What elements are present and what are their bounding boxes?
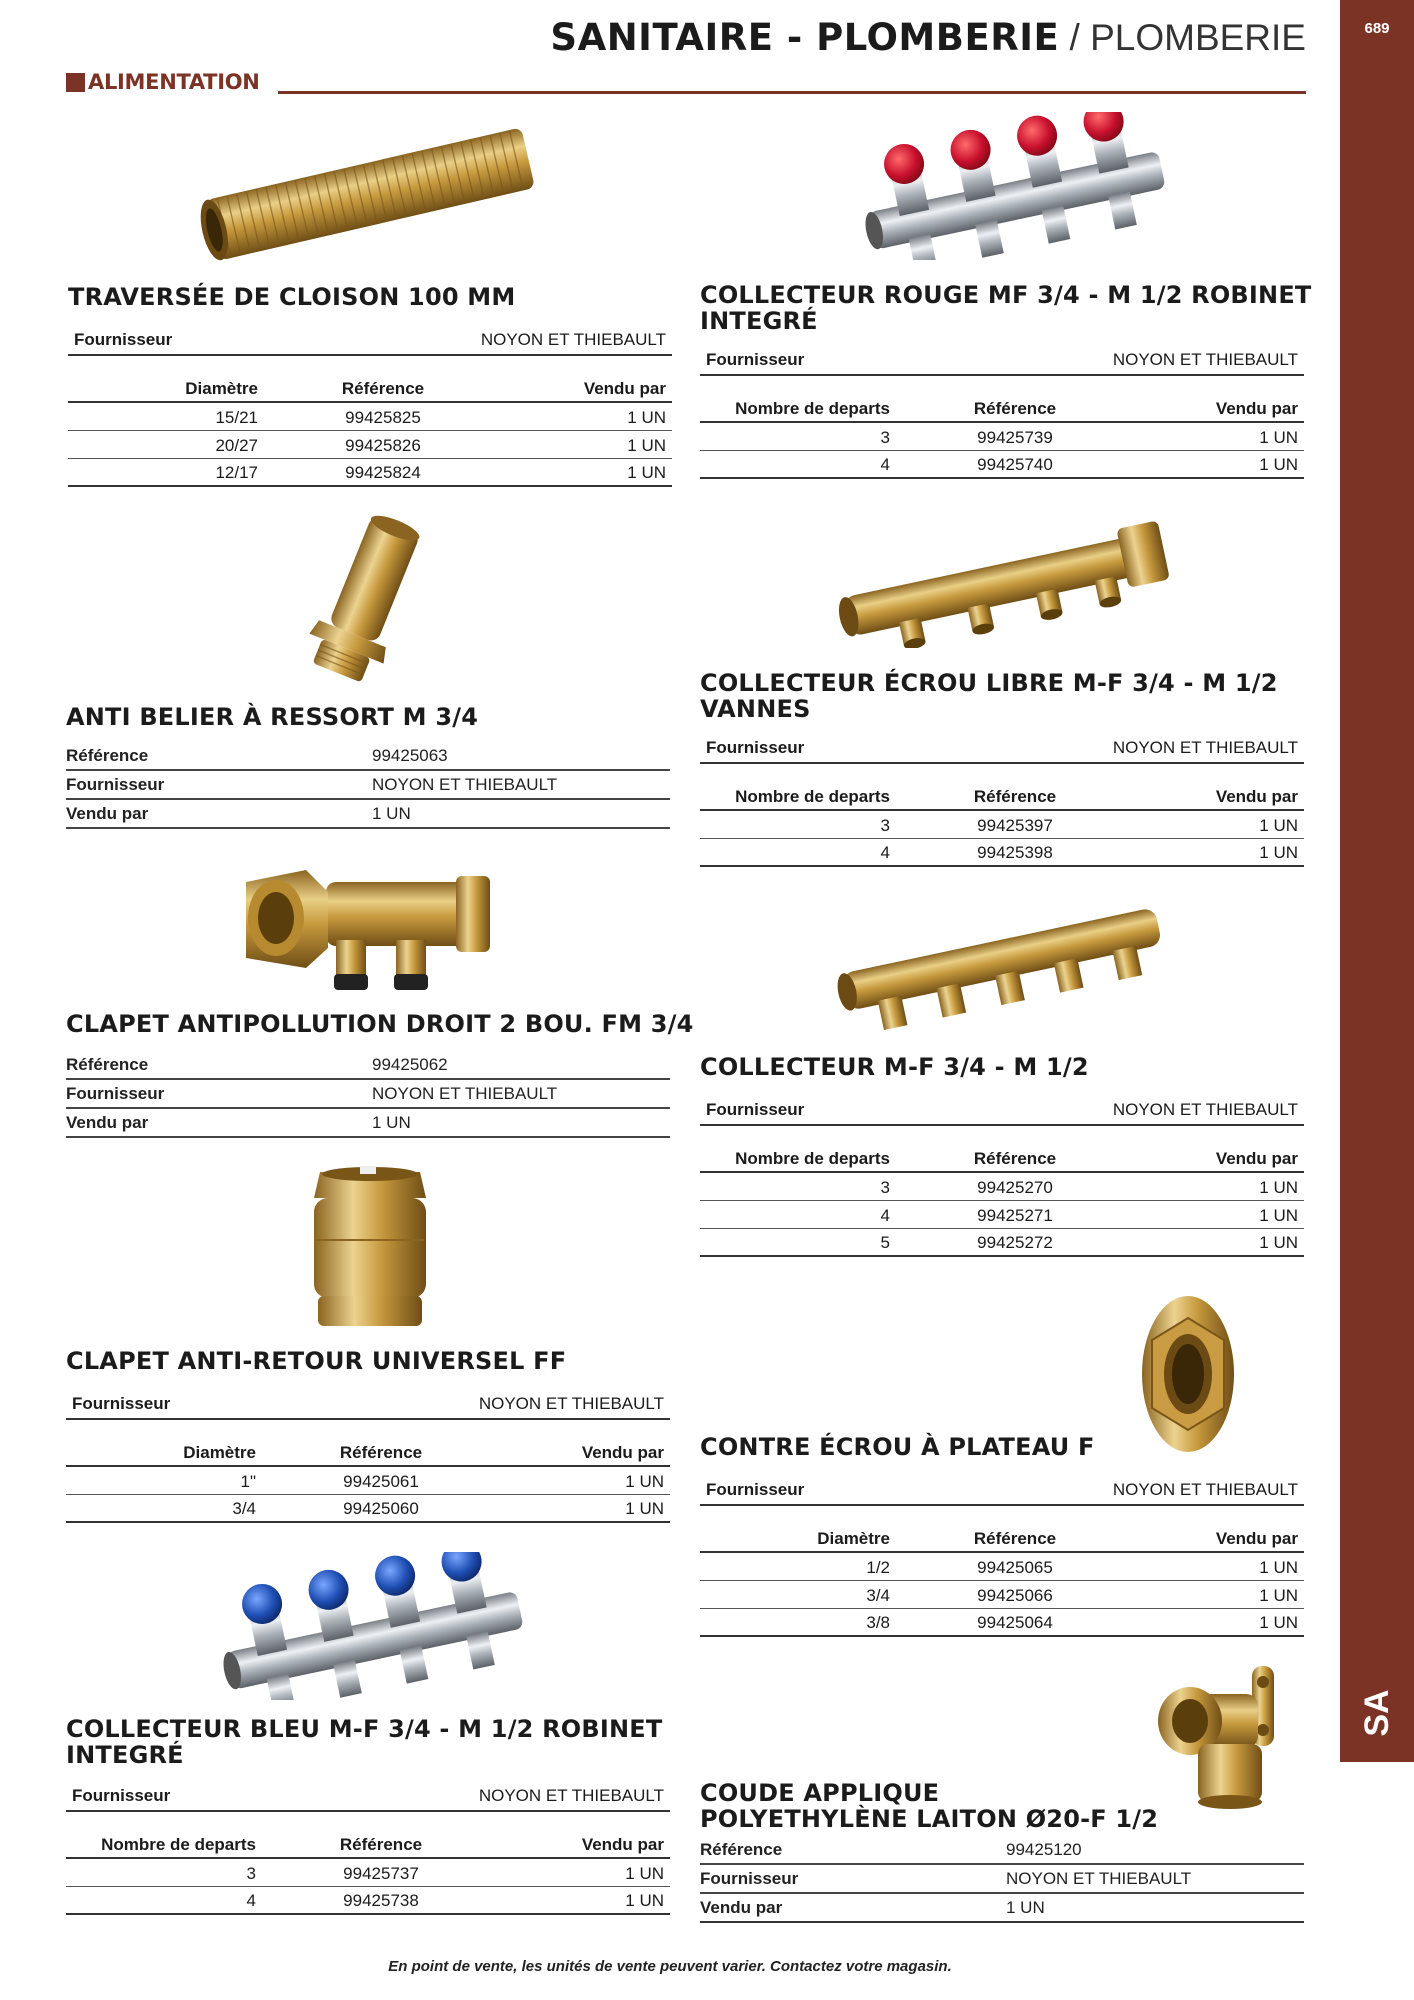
- collecteur-mf-table: [700, 1144, 1304, 1257]
- category-heading: [66, 68, 260, 96]
- cell-reference: 99425064: [890, 1608, 1140, 1636]
- cell-diametre: 3/8: [700, 1608, 890, 1636]
- collecteur-ecrou-table: [700, 782, 1304, 867]
- spec-value: NOYON ET THIEBAULT: [372, 775, 558, 794]
- cell-vendu: 1 UN: [506, 1886, 670, 1914]
- cell-vendu: 1 UN: [1140, 1200, 1304, 1228]
- cell-diametre: 3/4: [66, 1494, 256, 1522]
- cell-diametre: 3/4: [700, 1580, 890, 1608]
- page-title-separator: /: [1059, 17, 1091, 58]
- table-row: [66, 1494, 670, 1522]
- cell-reference: 99425271: [890, 1200, 1140, 1228]
- product-title: COLLECTEUR M-F 3/4 - M 1/2: [700, 1053, 1089, 1081]
- product-title: CONTRE ÉCROU À PLATEAU F: [700, 1433, 1095, 1461]
- cell-vendu: 1 UN: [1140, 1552, 1304, 1580]
- col-header-reference: Référence: [890, 1524, 1140, 1552]
- product-clapet-antipollution: [66, 1011, 693, 1138]
- cell-diametre: 15/21: [68, 402, 258, 430]
- table-row: [700, 838, 1304, 866]
- table-row: [700, 1200, 1304, 1228]
- category-square-icon: [66, 73, 85, 92]
- supplier-row: [700, 340, 1304, 376]
- spec-value: 99425063: [372, 746, 448, 765]
- col-header-vendu: Vendu par: [508, 374, 672, 402]
- cell-departs: 3: [700, 1172, 890, 1200]
- product-collecteur-mf: [700, 1054, 1304, 1257]
- spec-label: Fournisseur: [66, 1084, 165, 1103]
- col-header-diametre: Diamètre: [68, 374, 258, 402]
- cell-reference: 99425066: [890, 1580, 1140, 1608]
- cell-vendu: 1 UN: [508, 458, 672, 486]
- cell-vendu: 1 UN: [1140, 810, 1304, 838]
- spec-value: 1 UN: [372, 1113, 411, 1132]
- supplier-value: NOYON ET THIEBAULT: [1112, 738, 1298, 757]
- category-label: ALIMENTATION: [88, 70, 260, 94]
- col-header-reference: Référence: [256, 1438, 506, 1466]
- product-coude-applique: [700, 1780, 1304, 1923]
- cell-reference: 99425061: [256, 1466, 506, 1494]
- cell-reference: 99425272: [890, 1228, 1140, 1256]
- category-divider: [278, 91, 1306, 94]
- spec-label: Fournisseur: [66, 775, 165, 794]
- col-header-diametre: Diamètre: [66, 1438, 256, 1466]
- collecteur-rouge-table: [700, 394, 1304, 479]
- cell-departs: 4: [700, 838, 890, 866]
- product-title: CLAPET ANTIPOLLUTION DROIT 2 BOU. FM 3/4: [66, 1010, 694, 1038]
- table-row: [700, 1608, 1304, 1636]
- product-collecteur-bleu: [66, 1716, 670, 1915]
- cell-vendu: 1 UN: [508, 402, 672, 430]
- cell-diametre: 20/27: [68, 430, 258, 458]
- spec-label: Référence: [700, 1840, 783, 1859]
- traversee-image: [190, 118, 550, 268]
- cell-reference: 99425738: [256, 1886, 506, 1914]
- spec-row-reference: [66, 742, 670, 771]
- supplier-value: NOYON ET THIEBAULT: [1112, 1480, 1298, 1499]
- spec-label: Fournisseur: [700, 1869, 799, 1888]
- coude-specs: [700, 1836, 1304, 1923]
- section-side-tab: [1340, 0, 1414, 1762]
- cell-vendu: 1 UN: [1140, 450, 1304, 478]
- product-traversee: [68, 284, 672, 487]
- table-row: [66, 1466, 670, 1494]
- anti-belier-image: [290, 512, 440, 687]
- cell-departs: 5: [700, 1228, 890, 1256]
- spec-value: 1 UN: [1006, 1898, 1045, 1917]
- anti-belier-specs: [66, 742, 670, 829]
- col-header-vendu: Vendu par: [1140, 782, 1304, 810]
- spec-row-fournisseur: [66, 1080, 670, 1109]
- page-number: 689: [1364, 20, 1390, 37]
- cell-departs: 3: [700, 422, 890, 450]
- spec-value: NOYON ET THIEBAULT: [1006, 1869, 1192, 1888]
- cell-departs: 4: [66, 1886, 256, 1914]
- table-row: [68, 458, 672, 486]
- product-title: TRAVERSÉE DE CLOISON 100 MM: [68, 283, 516, 311]
- col-header-vendu: Vendu par: [506, 1830, 670, 1858]
- supplier-row: [66, 1776, 670, 1812]
- supplier-label: Fournisseur: [706, 738, 805, 757]
- spec-row-fournisseur: [66, 771, 670, 800]
- product-title: CLAPET ANTI-RETOUR UNIVERSEL FF: [66, 1347, 567, 1375]
- col-header-reference: Référence: [256, 1830, 506, 1858]
- supplier-label: Fournisseur: [74, 330, 173, 349]
- product-title-line2: INTEGRÉ: [700, 307, 818, 335]
- cell-diametre: 12/17: [68, 458, 258, 486]
- supplier-value: NOYON ET THIEBAULT: [478, 1394, 664, 1413]
- clapet-anti-retour-table: [66, 1438, 670, 1523]
- col-header-vendu: Vendu par: [1140, 394, 1304, 422]
- collecteur-bleu-image: [210, 1552, 530, 1700]
- col-header-vendu: Vendu par: [1140, 1144, 1304, 1172]
- col-header-reference: Référence: [890, 394, 1140, 422]
- cell-vendu: 1 UN: [506, 1494, 670, 1522]
- clapet-antipollution-specs: [66, 1051, 670, 1138]
- collecteur-mf-image: [822, 890, 1182, 1030]
- product-title-line2: INTEGRÉ: [66, 1741, 184, 1769]
- col-header-vendu: Vendu par: [1140, 1524, 1304, 1552]
- product-title-line2: POLYETHYLÈNE LAITON Ø20-F 1/2: [700, 1805, 1159, 1833]
- table-row: [68, 430, 672, 458]
- table-row: [700, 1172, 1304, 1200]
- cell-reference: 99425825: [258, 402, 508, 430]
- supplier-row: [66, 1384, 670, 1420]
- supplier-label: Fournisseur: [72, 1786, 171, 1805]
- page-title-main: SANITAIRE - PLOMBERIE: [550, 16, 1060, 59]
- spec-value: 99425120: [1006, 1840, 1082, 1859]
- cell-vendu: 1 UN: [1140, 1580, 1304, 1608]
- product-anti-belier: [66, 704, 670, 829]
- supplier-row: [700, 728, 1304, 764]
- spec-value: 1 UN: [372, 804, 411, 823]
- supplier-label: Fournisseur: [706, 1480, 805, 1499]
- table-row: [700, 422, 1304, 450]
- table-row: [66, 1858, 670, 1886]
- spec-row-reference: [66, 1051, 670, 1080]
- product-title-line1: COUDE APPLIQUE: [700, 1779, 940, 1807]
- col-header-departs: Nombre de departs: [700, 394, 890, 422]
- product-title-line1: COLLECTEUR BLEU M-F 3/4 - M 1/2 ROBINET: [66, 1715, 663, 1743]
- spec-label: Vendu par: [700, 1898, 783, 1917]
- col-header-reference: Référence: [258, 374, 508, 402]
- cell-departs: 4: [700, 1200, 890, 1228]
- supplier-row: [68, 320, 672, 356]
- supplier-row: [700, 1090, 1304, 1126]
- supplier-label: Fournisseur: [706, 1100, 805, 1119]
- spec-label: Référence: [66, 746, 149, 765]
- cell-reference: 99425397: [890, 810, 1140, 838]
- product-collecteur-rouge: [700, 282, 1312, 479]
- spec-label: Vendu par: [66, 804, 149, 823]
- table-row: [700, 810, 1304, 838]
- product-collecteur-ecrou: [700, 670, 1304, 867]
- table-row: [66, 1886, 670, 1914]
- spec-label: Référence: [66, 1055, 149, 1074]
- supplier-row: [700, 1470, 1304, 1506]
- spec-value: NOYON ET THIEBAULT: [372, 1084, 558, 1103]
- col-header-departs: Nombre de departs: [700, 782, 890, 810]
- cell-vendu: 1 UN: [506, 1466, 670, 1494]
- product-clapet-anti-retour: [66, 1348, 670, 1523]
- spec-row-vendu: [66, 800, 670, 829]
- product-title-line2: VANNES: [700, 695, 811, 723]
- cell-departs: 3: [66, 1858, 256, 1886]
- table-row: [700, 450, 1304, 478]
- collecteur-bleu-table: [66, 1830, 670, 1915]
- table-row: [700, 1552, 1304, 1580]
- cell-departs: 3: [700, 810, 890, 838]
- col-header-vendu: Vendu par: [506, 1438, 670, 1466]
- collecteur-ecrou-image: [822, 508, 1182, 648]
- clapet-antipollution-image: [236, 852, 500, 1002]
- cell-reference: 99425739: [890, 422, 1140, 450]
- cell-vendu: 1 UN: [506, 1858, 670, 1886]
- supplier-value: NOYON ET THIEBAULT: [1112, 1100, 1298, 1119]
- cell-vendu: 1 UN: [1140, 422, 1304, 450]
- cell-reference: 99425824: [258, 458, 508, 486]
- cell-reference: 99425065: [890, 1552, 1140, 1580]
- contre-ecrou-table: [700, 1524, 1304, 1637]
- spec-row-fournisseur: [700, 1865, 1304, 1894]
- table-row: [700, 1228, 1304, 1256]
- cell-reference: 99425826: [258, 430, 508, 458]
- product-title: ANTI BELIER À RESSORT M 3/4: [66, 703, 479, 731]
- supplier-value: NOYON ET THIEBAULT: [480, 330, 666, 349]
- spec-row-vendu: [700, 1894, 1304, 1923]
- table-row: [68, 402, 672, 430]
- cell-diametre: 1": [66, 1466, 256, 1494]
- supplier-value: NOYON ET THIEBAULT: [478, 1786, 664, 1805]
- cell-vendu: 1 UN: [1140, 838, 1304, 866]
- collecteur-rouge-image: [852, 112, 1172, 260]
- section-code: SA: [1357, 1689, 1396, 1737]
- cell-reference: 99425270: [890, 1172, 1140, 1200]
- supplier-value: NOYON ET THIEBAULT: [1112, 350, 1298, 369]
- cell-reference: 99425060: [256, 1494, 506, 1522]
- cell-departs: 4: [700, 450, 890, 478]
- cell-reference: 99425737: [256, 1858, 506, 1886]
- product-title-line1: COLLECTEUR ROUGE MF 3/4 - M 1/2 ROBINET: [700, 281, 1312, 309]
- clapet-anti-retour-image: [300, 1160, 440, 1332]
- page-title: [550, 16, 1306, 59]
- cell-vendu: 1 UN: [1140, 1608, 1304, 1636]
- col-header-diametre: Diamètre: [700, 1524, 890, 1552]
- spec-value: 99425062: [372, 1055, 448, 1074]
- table-row: [700, 1580, 1304, 1608]
- col-header-departs: Nombre de departs: [66, 1830, 256, 1858]
- spec-row-vendu: [66, 1109, 670, 1138]
- product-title-line1: COLLECTEUR ÉCROU LIBRE M-F 3/4 - M 1/2: [700, 669, 1278, 697]
- cell-reference: 99425740: [890, 450, 1140, 478]
- supplier-label: Fournisseur: [72, 1394, 171, 1413]
- cell-vendu: 1 UN: [508, 430, 672, 458]
- cell-vendu: 1 UN: [1140, 1228, 1304, 1256]
- cell-vendu: 1 UN: [1140, 1172, 1304, 1200]
- traversee-table: [68, 374, 672, 487]
- product-contre-ecrou: [700, 1434, 1304, 1637]
- col-header-reference: Référence: [890, 1144, 1140, 1172]
- spec-label: Vendu par: [66, 1113, 149, 1132]
- col-header-departs: Nombre de departs: [700, 1144, 890, 1172]
- page-title-sub: PLOMBERIE: [1090, 17, 1306, 58]
- cell-reference: 99425398: [890, 838, 1140, 866]
- supplier-label: Fournisseur: [706, 350, 805, 369]
- spec-row-reference: [700, 1836, 1304, 1865]
- cell-diametre: 1/2: [700, 1552, 890, 1580]
- col-header-reference: Référence: [890, 782, 1140, 810]
- footnote: En point de vente, les unités de vente peuvent varier. Contactez votre magasin.: [388, 1958, 952, 1975]
